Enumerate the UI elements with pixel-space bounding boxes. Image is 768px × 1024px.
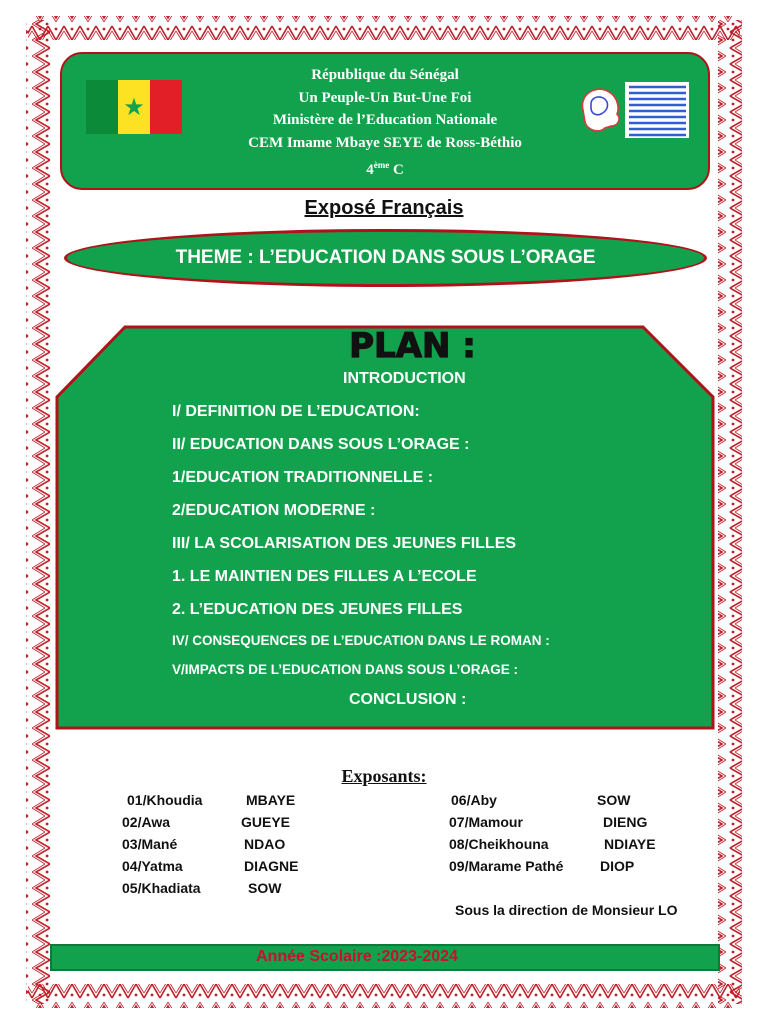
plan-item-impacts: V/IMPACTS DE L’EDUCATION DANS SOUS L’ORAGE : xyxy=(172,662,519,677)
plan-title: PLAN : xyxy=(349,326,476,366)
theme-text: THEME : L’EDUCATION DANS SOUS L’ORAGE xyxy=(175,247,596,268)
ministry-logo-icon xyxy=(575,80,690,140)
student-last-name: GUEYE xyxy=(241,814,291,830)
student-last-name: SOW xyxy=(248,880,282,896)
plan-item-traditionnelle: 1/EDUCATION TRADITIONNELLE : xyxy=(172,469,434,486)
theme-banner xyxy=(64,229,707,287)
student-first-name: 07/Mamour xyxy=(449,814,523,830)
student-last-name: DIENG xyxy=(603,814,648,830)
senegal-flag xyxy=(86,80,182,134)
student-last-name: DIAGNE xyxy=(244,858,299,874)
student-last-name: NDIAYE xyxy=(604,836,656,852)
direction-text: Sous la direction de Monsieur LO xyxy=(455,902,678,918)
plan-item-conclusion: CONCLUSION : xyxy=(349,691,467,708)
plan-item-education-orage: II/ EDUCATION DANS SOUS L’ORAGE : xyxy=(172,436,470,453)
plan-item-introduction: INTRODUCTION xyxy=(343,370,466,387)
header-line-devise: Un Peuple-Un But-Une Foi xyxy=(298,89,472,106)
school-year-text: Année Scolaire :2023-2024 xyxy=(256,948,458,965)
student-last-name: DIOP xyxy=(600,858,635,874)
student-first-name: 02/Awa xyxy=(122,814,170,830)
plan-item-maintien: 1. LE MAINTIEN DES FILLES A L’ECOLE xyxy=(172,568,477,585)
plan-item-definition: I/ DEFINITION DE L’EDUCATION: xyxy=(172,403,420,420)
student-last-name: SOW xyxy=(597,792,631,808)
student-first-name: 05/Khadiata xyxy=(122,880,201,896)
exposants-title: Exposants: xyxy=(341,766,427,786)
header-line-class: 4ème C xyxy=(366,160,404,178)
student-first-name: 08/Cheikhouna xyxy=(449,836,549,852)
student-first-name: 01/Khoudia xyxy=(127,792,203,808)
star-icon: ★ xyxy=(123,93,145,121)
student-first-name: 04/Yatma xyxy=(122,858,183,874)
student-last-name: NDAO xyxy=(244,836,286,852)
student-last-name: MBAYE xyxy=(246,792,296,808)
header-text xyxy=(200,64,570,182)
plan-item-jeunes-filles: 2. L’EDUCATION DES JEUNES FILLES xyxy=(172,601,463,618)
plan-item-moderne: 2/EDUCATION MODERNE : xyxy=(172,502,376,519)
plan-item-scolarisation: III/ LA SCOLARISATION DES JEUNES FILLES xyxy=(172,535,517,552)
header-line-ministere: Ministère de l’Education Nationale xyxy=(272,112,498,128)
plan-item-consequences: IV/ CONSEQUENCES DE L’EDUCATION DANS LE ROMAN : xyxy=(172,633,550,648)
header-line-republique: République du Sénégal xyxy=(311,67,459,83)
student-first-name: 09/Marame Pathé xyxy=(449,858,564,874)
expose-title: Exposé Français xyxy=(304,197,464,219)
student-first-name: 03/Mané xyxy=(122,836,178,852)
header-line-school: CEM Imame Mbaye SEYE de Ross-Béthio xyxy=(248,134,522,151)
student-first-name: 06/Aby xyxy=(451,792,497,808)
